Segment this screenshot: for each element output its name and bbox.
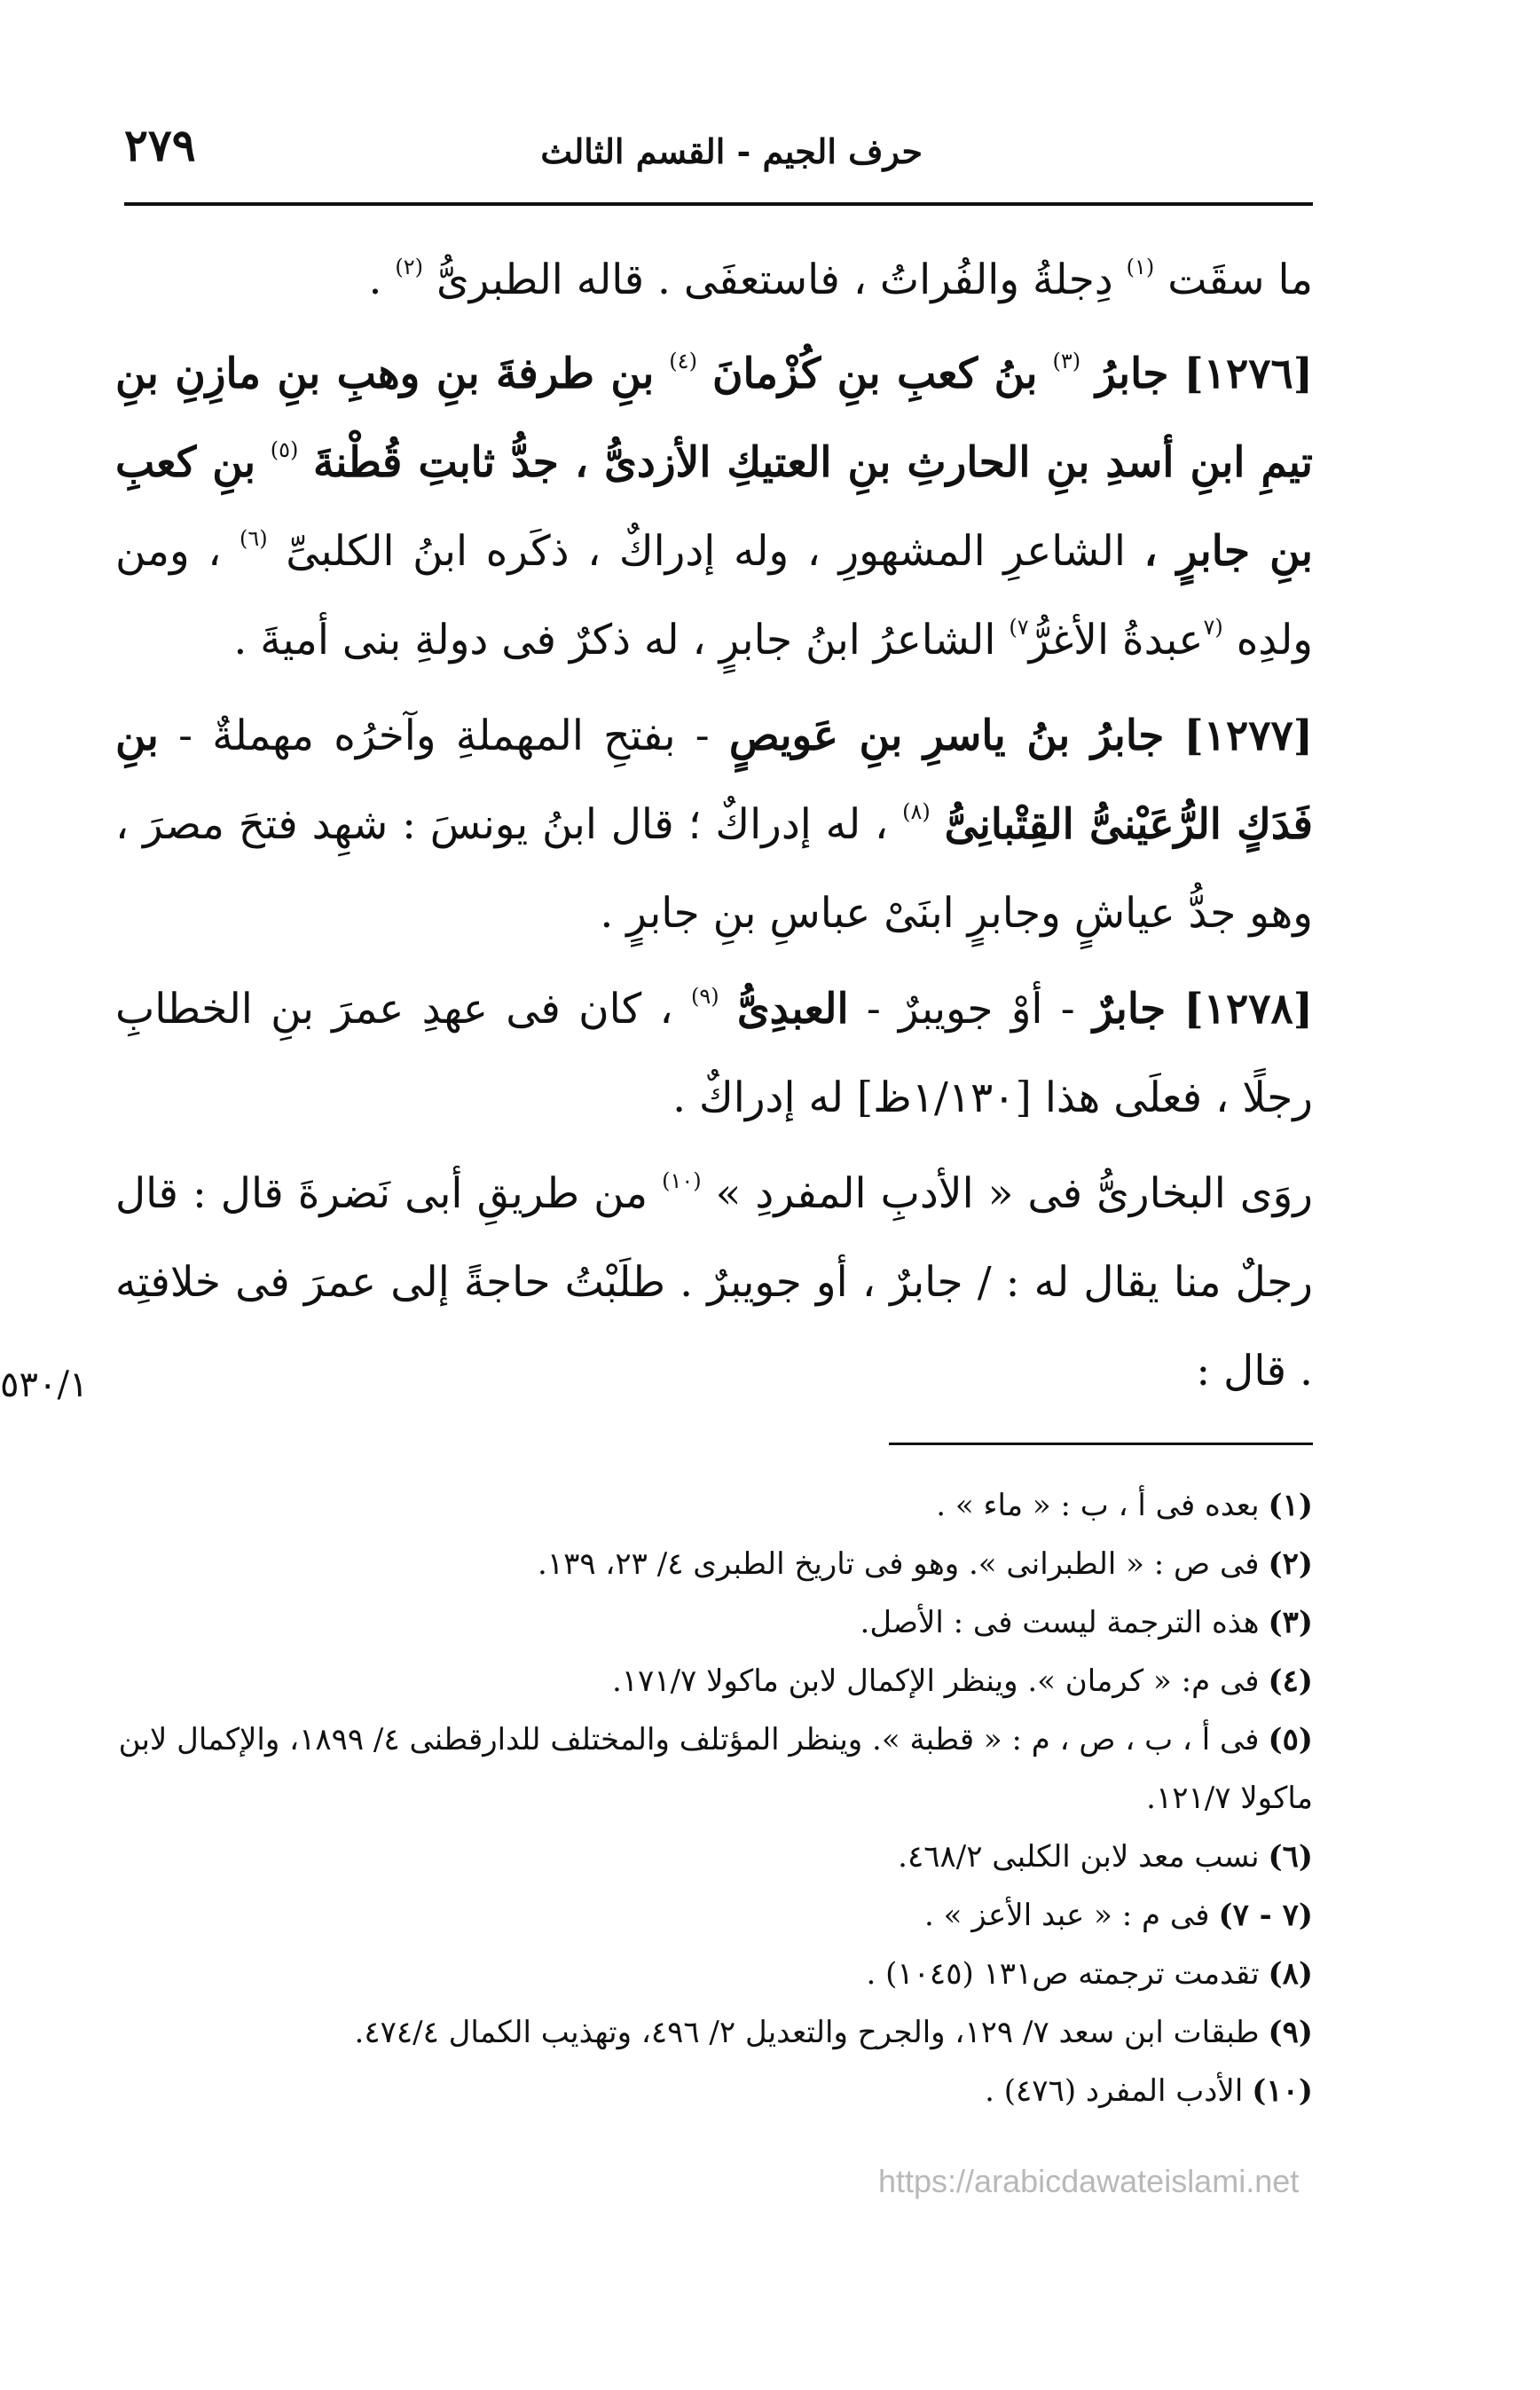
footnote-number: (٢) bbox=[1268, 1546, 1313, 1582]
page-number: ٢٧٩ bbox=[124, 119, 196, 171]
entry-name: جابرُ bbox=[1096, 350, 1169, 398]
entry-number: [١٢٧٨] bbox=[1183, 985, 1313, 1034]
entry-1278 bbox=[115, 965, 1313, 1143]
entry-name-part: العبدِىُّ bbox=[736, 985, 849, 1034]
footnote-number: (١٠) bbox=[1252, 2073, 1313, 2109]
entry-text: - أوْ جويبرٌ - bbox=[866, 985, 1075, 1034]
entry-name-part: بنِ فَدَكٍ الرُّعَيْنىُّ القِتْبانِىُّ bbox=[115, 711, 1313, 849]
intro-text-2: دِجلةُ والفُراتُ ، فاستعفَى . قاله الطبرىُّ bbox=[436, 256, 1113, 304]
entry-text: ، ومن ولدِه bbox=[115, 527, 1313, 664]
footnote-text: فى م: « كرمان ». وينظر الإكمال لابن ماكولا ١٧١/٧. bbox=[611, 1663, 1260, 1699]
intro-text-3: . bbox=[368, 256, 382, 304]
footnote-item bbox=[115, 1652, 1313, 1710]
footnote-item bbox=[115, 1710, 1313, 1828]
entry-text: ، كان فى عهدِ عمرَ بنِ الخطابِ رجلًا ، فعلَى هذا [١/١٣٠ظ] له إدراكٌ . bbox=[115, 985, 1313, 1122]
footnote-number: (٧ - ٧) bbox=[1218, 1898, 1313, 1933]
footnotes bbox=[115, 1476, 1313, 2120]
main-text bbox=[115, 238, 1313, 1423]
footnote-text: بعده فى أ ، ب : « ماء » . bbox=[936, 1488, 1260, 1523]
entry-text: عبدةُ الأغرُّ bbox=[1028, 616, 1204, 664]
footnote-ref-3: (٣) bbox=[1052, 349, 1081, 373]
closing-text-1: روَى البخارىُّ فى « الأدبِ المفردِ » bbox=[715, 1169, 1313, 1218]
footnote-item bbox=[115, 2003, 1313, 2062]
footnote-ref-5: (٥) bbox=[270, 437, 299, 462]
footnote-text: فى أ ، ب ، ص ، م : « قطبة ». وينظر المؤتلف والمختلف للدارقطنى ٤/ ١٨٩٩، والإكمال لابن ماكولا ١٢١/٧. bbox=[118, 1722, 1313, 1816]
intro-text-1: ما سقَت bbox=[1167, 256, 1313, 304]
page-header bbox=[124, 114, 1313, 185]
entry-name-part: بنِ كعبِ بنِ جابرٍ ، bbox=[115, 438, 1313, 576]
entry-text: ، له إدراكٌ ؛ قال ابنُ يونسَ : شهِد فتحَ مصرَ ، وهو جدُّ عياشٍ وجابرٍ ابنَىْ عباسِ بنِ جابرٍ . bbox=[115, 800, 1313, 938]
watermark-url: https://arabicdawateislami.net bbox=[878, 2163, 1300, 2199]
footnote-text: هذه الترجمة ليست فى : الأصل. bbox=[860, 1605, 1260, 1640]
entry-name: جابرُ بنُ ياسرِ بنِ عَويصٍ bbox=[728, 711, 1165, 760]
footnote-number: (٨) bbox=[1268, 1956, 1313, 1992]
footnote-ref-7-close: ٧) bbox=[1009, 615, 1029, 640]
footnote-ref-4: (٤) bbox=[669, 349, 697, 373]
footnote-number: (٦) bbox=[1268, 1839, 1313, 1875]
entry-number: [١٢٧٧] bbox=[1183, 711, 1313, 760]
entry-text: الشاعرُ ابنُ جابرٍ ، له ذكرٌ فى دولةِ بنى أميةَ . bbox=[233, 616, 996, 664]
entry-text: الشاعرِ المشهورِ ، وله إدراكٌ ، ذكَره ابنُ الكلبىِّ bbox=[286, 527, 1126, 576]
footnote-item bbox=[115, 2062, 1313, 2120]
footnote-ref-10: (١٠) bbox=[662, 1168, 702, 1193]
footnote-ref-8: (٨) bbox=[902, 799, 931, 824]
closing-paragraph bbox=[115, 1150, 1313, 1416]
footnote-item bbox=[115, 1945, 1313, 2003]
header-rule bbox=[124, 202, 1313, 206]
footnote-text: فى م : « عبد الأعز » . bbox=[924, 1898, 1210, 1933]
intro-paragraph bbox=[115, 238, 1313, 323]
footnote-item bbox=[115, 1593, 1313, 1652]
footnote-ref-1: (١) bbox=[1126, 255, 1155, 279]
footnote-item bbox=[115, 1828, 1313, 1886]
footnote-number: (٥) bbox=[1268, 1722, 1313, 1757]
entry-number: [١٢٧٦] bbox=[1183, 350, 1313, 398]
footnote-item bbox=[115, 1535, 1313, 1593]
footnote-ref-9: (٩) bbox=[690, 984, 719, 1009]
footnote-text: الأدب المفرد (٤٧٦) . bbox=[985, 2073, 1244, 2109]
entry-name-part: بنِ طرفةَ بنِ وهبِ بنِ مازِنِ بنِ تيمِ ابنِ أسدِ بنِ الحارثِ بنِ العتيكِ الأزدىُّ ، جدُّ ثابتِ قُطْنةَ bbox=[115, 350, 1313, 487]
footnote-text: فى ص : « الطبرانى ». وهو فى تاريخ الطبرى ٤/ ٢٣، ١٣٩. bbox=[538, 1546, 1260, 1582]
footnote-rule bbox=[889, 1443, 1313, 1445]
closing-text-2: من طريقِ أبى نَضرةَ قال : قال رجلٌ منا يقال له : / جابرٌ ، أو جويبرٌ . طلَبْتُ حاجةً إلى عمرَ فى خلافتِه . قال : bbox=[115, 1169, 1313, 1395]
footnote-number: (٩) bbox=[1268, 2015, 1313, 2050]
entry-text: - بفتحِ المهملةِ وآخرُه مهملةٌ - bbox=[178, 711, 710, 760]
entry-1276 bbox=[115, 330, 1313, 685]
footnote-text: طبقات ابن سعد ٧/ ١٢٩، والجرح والتعديل ٢/ ٤٩٦، وتهذيب الكمال ٤٧٤/٤. bbox=[354, 2015, 1260, 2050]
footnote-item bbox=[115, 1886, 1313, 1945]
footnote-number: (٤) bbox=[1268, 1663, 1313, 1699]
running-title: حرف الجيم - القسم الثالث bbox=[540, 131, 923, 171]
footnote-ref-6: (٦) bbox=[240, 526, 268, 551]
footnote-ref-7-open: (٧ bbox=[1203, 615, 1223, 640]
margin-reference: ٥٣٠/١ bbox=[0, 1364, 89, 1405]
footnote-number: (٣) bbox=[1268, 1605, 1313, 1640]
entry-name: جابرٌ bbox=[1092, 985, 1167, 1034]
footnote-item bbox=[115, 1476, 1313, 1535]
footnote-ref-2: (٢) bbox=[395, 255, 424, 279]
entry-name-part: بنُ كعبِ بنِ كُزْمانَ bbox=[711, 350, 1038, 398]
footnote-text: نسب معد لابن الكلبى ٤٦٨/٢. bbox=[898, 1839, 1260, 1875]
footnote-number: (١) bbox=[1268, 1488, 1313, 1523]
footnote-text: تقدمت ترجمته ص١٣١ (١٠٤٥) . bbox=[866, 1956, 1260, 1992]
entry-1277 bbox=[115, 692, 1313, 958]
